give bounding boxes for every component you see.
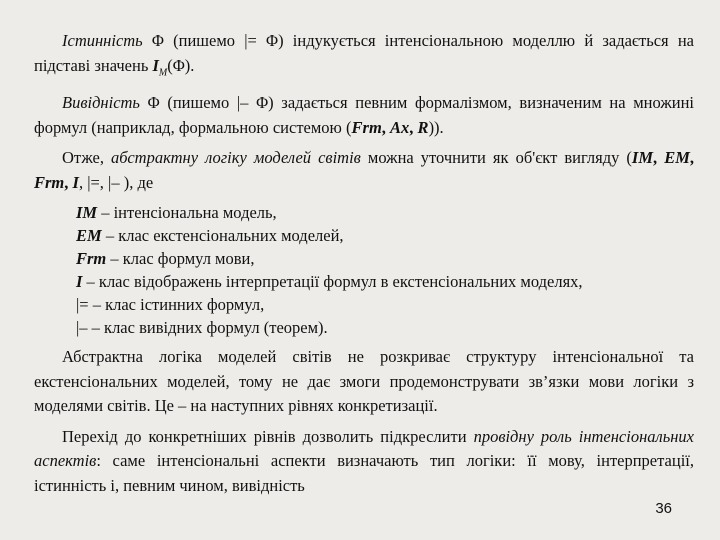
term-truth: Істинність bbox=[62, 31, 143, 50]
list-item: IM – інтенсіональна модель, bbox=[76, 203, 277, 223]
term-abstract-logic: абстрактну логіку моделей світів bbox=[111, 148, 361, 168]
list-item: |– – клас вивідних формул (теорем). bbox=[76, 318, 328, 338]
list-item: I – клас відображень інтерпретації формул в екстенсіональних моделях, bbox=[76, 272, 583, 292]
symbol-i: I bbox=[152, 55, 159, 75]
paragraph-derivability: Вивідність Φ (пишемо |– Φ) задається певним формалізмом, визначеним на множині формул (наприклад, формальною системою (Frm, Ax, R)). bbox=[34, 93, 694, 137]
text-body bbox=[34, 29, 694, 498]
term-derivability: Вивідність bbox=[62, 93, 140, 113]
paragraph-truth: Істинність Φ (пишемо |= Φ) індукується інтенсіональною моделлю й задається на підставі значень $I_M(\Phi)$. bbox=[34, 31, 694, 78]
paragraph-abstract-logic: Отже, абстрактну логіку моделей світів можна уточнити як об'єкт вигляду (IM, EM, Frm, I, |=, |– ), де bbox=[34, 148, 695, 192]
list-item: EM – клас екстенсіональних моделей, bbox=[76, 226, 344, 246]
paragraph-limitations: Абстрактна логіка моделей світів не розкриває структуру інтенсіональної та екстенсіональних моделей, тому не дає змоги продемонструвати зв’язки мови логіки з моделями світів. Це – на наступних рівнях конкретизації. bbox=[34, 347, 694, 416]
definition-list bbox=[76, 201, 694, 339]
term-intensional-role: провідну роль інтенсіональних аспектів bbox=[34, 426, 694, 471]
list-item: |= – клас істинних формул, bbox=[76, 295, 265, 315]
page-number: 36 bbox=[655, 500, 672, 517]
list-item: Frm – клас формул мови, bbox=[76, 249, 255, 269]
paragraph-intensional-role: Перехід до конкретніших рівнів дозволить підкреслити провідну роль інтенсіональних аспектів: саме інтенсіональні аспекти визначають тип логіки: її мову, інтерпретації, істинність і, певним чином, вивідність bbox=[34, 426, 694, 495]
